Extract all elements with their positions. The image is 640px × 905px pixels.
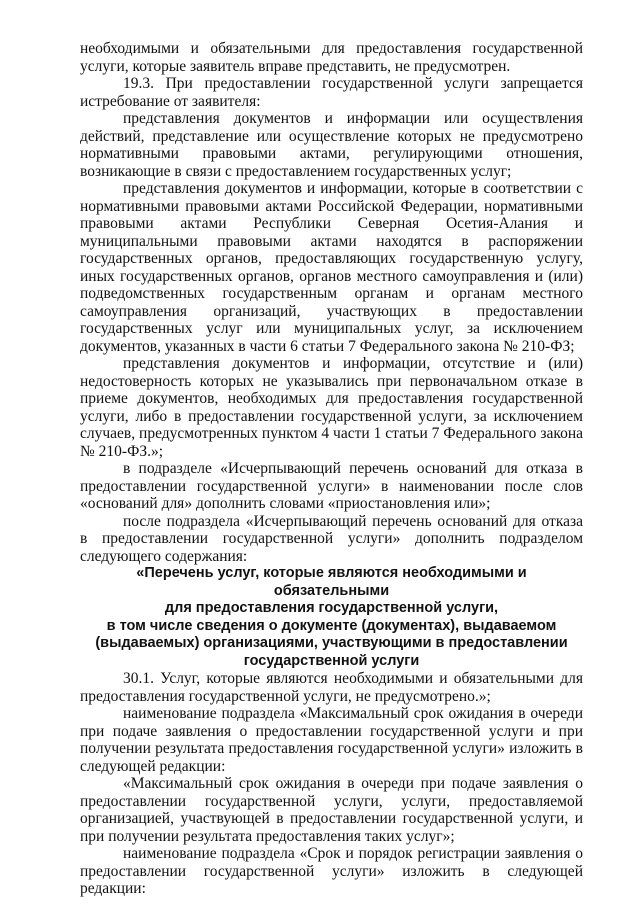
heading-line: для предоставления государственной услуги, bbox=[164, 600, 499, 616]
paragraph-item-3: представления документов и информации, отсутствие и (или) недостоверность которых не указывались при первоначальном отказе в приеме документов, необходимых для предоставления государственной услуги, либо в предоставлении государственной услуги, за исключением случаев, предусмотренных пунктом 4 части 1 статьи 7 Федерального закона № 210-ФЗ.»; bbox=[80, 355, 583, 460]
paragraph-amendment-3-text: «Максимальный срок ожидания в очереди при подаче заявления о предоставлении государственной услуги, услуги, предоставляемой организацией, участвующей в предоставлении государственной услуги, и при получении результата предоставления таких услуг»; bbox=[80, 775, 583, 845]
paragraph-item-2: представления документов и информации, которые в соответствии с нормативными правовыми актами Российской Федерации, нормативными правовыми актами Республики Северная Осетия-Алания и муниципальными правовыми актами находятся в распоряжении государственных органов, предоставляющих государственную услугу, иных государственных органов, органов местного самоуправления и (или) подведомственных государственным органам и органам местного самоуправления организаций, участвующих в предоставлении государственных услуг или муниципальных услуг, за исключением документов, указанных в части 6 статьи 7 Федерального закона № 210-ФЗ; bbox=[80, 180, 583, 355]
document-page bbox=[80, 40, 583, 898]
paragraph-item-1: представления документов и информации или осуществления действий, представление или осуществление которых не предусмотрено нормативными правовыми актами, регулирующими отношения, возникающие в связи с предоставлением государственных услуг; bbox=[80, 110, 583, 180]
paragraph-30-1: 30.1. Услуг, которые являются необходимыми и обязательными для предоставления государственной услуги, не предусмотрено.»; bbox=[80, 670, 583, 705]
heading-line: (выдаваемых) организациями, участвующими в предоставлении bbox=[95, 635, 568, 651]
paragraph-amendment-4: наименование подраздела «Срок и порядок регистрации заявления о предоставлении государственной услуги» изложить в следующей редакции: bbox=[80, 845, 583, 897]
paragraph-amendment-1: в подразделе «Исчерпывающий перечень оснований для отказа в предоставлении государственной услуги» в наименовании после слов «оснований для» дополнить словами «приостановления или»; bbox=[80, 460, 583, 512]
paragraph-19-3: 19.3. При предоставлении государственной услуги запрещается истребование от заявителя: bbox=[80, 75, 583, 110]
heading-line: государственной услуги bbox=[243, 652, 420, 669]
heading-line: «Перечень услуг, которые являются необходимыми и обязательными bbox=[136, 565, 527, 599]
paragraph-amendment-2: после подраздела «Исчерпывающий перечень оснований для отказа в предоставлении государственной услуги» дополнить подразделом следующего содержания: bbox=[80, 512, 583, 565]
paragraph-amendment-3: наименование подраздела «Максимальный срок ожидания в очереди при подаче заявления о предоставлении государственной услуги и при получении результата предоставления государственной услуги» изложить в следующей редакции: bbox=[80, 705, 583, 775]
section-heading bbox=[80, 565, 583, 670]
paragraph-continuation: необходимыми и обязательными для предоставления государственной услуги, которые заявитель вправе представить, не предусмотрен. bbox=[80, 40, 583, 75]
heading-line: в том числе сведения о документе (документах), выдаваемом bbox=[106, 617, 557, 634]
